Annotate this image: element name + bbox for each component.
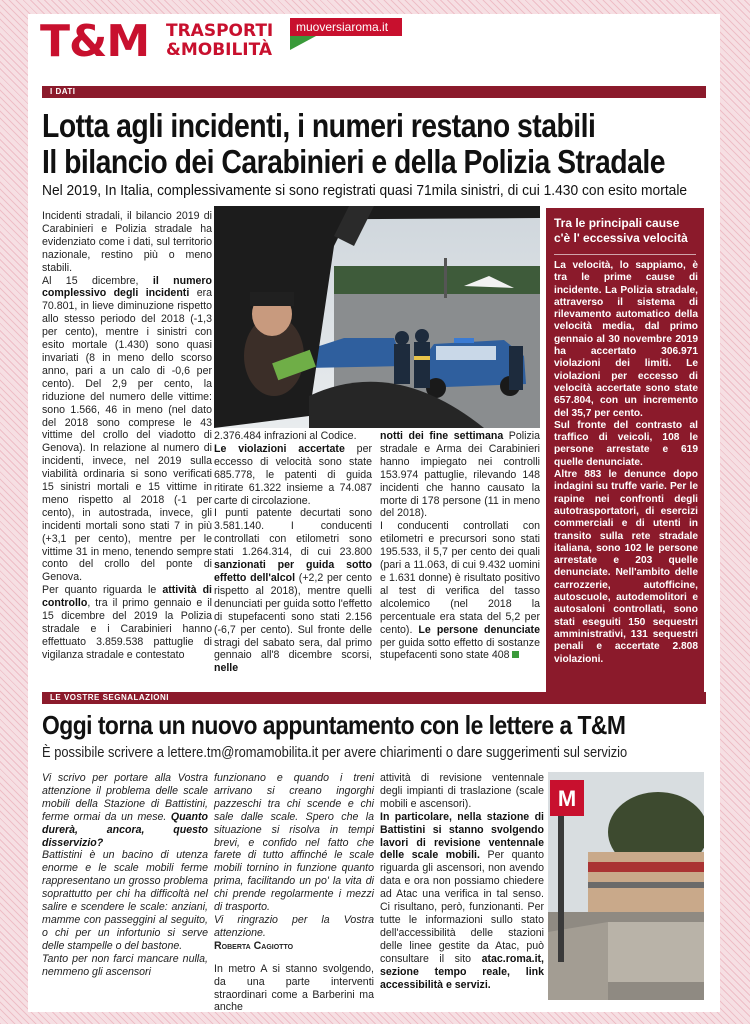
article-column-3	[380, 430, 540, 662]
photo-illustration	[214, 206, 540, 428]
letter-column-1	[42, 772, 208, 979]
sidebar-paragraph: La velocità, lo sappiamo, è tra le prime cause di incidente. La Polizia stradale, attraverso il sistema di rilevamento automatico della velocità media, dal primo gennaio al 30 novembre 2019 ha accertato 306.971 violazioni dei limiti. Le violazioni per eccesso di velocità accertate sono state 657.804, con un incremento del 35,7 per cento.	[554, 260, 698, 419]
photo-illustration	[548, 772, 704, 1000]
letter-signature: Roberta Cagiotto	[214, 939, 294, 952]
paragraph: funzionano e quando i treni arrivano si creano ingorghi pazzeschi tra chi scende e chi sale dalle scale. Spero che la situazione si risolva in tempi brevi, e confido nel fatto che farete di tutto affinché le scale mobili tornino in funzione quanto prima, facilitando un po' la vita di chi prende regolarmente i mezzi di trasporto.	[214, 772, 374, 914]
article-column-1	[42, 210, 212, 662]
article-deck: Nel 2019, In Italia, complessivamente si sono registrati quasi 71mila sinistri, di cui 1.430 con esito mortale	[42, 182, 688, 199]
paragraph: Per quanto riguarda le attività di controllo, tra il primo gennaio e il 15 dicembre del 2019 la Polizia stradale e i Carabinieri hanno effettuato 3.859.538 pattuglie di vigilanza stradale e contestato	[42, 584, 212, 661]
paragraph: attività di revisione ventennale degli impianti di traslazione (scale mobili e ascensori).	[380, 772, 544, 810]
paragraph: Le violazioni accertate per eccesso di velocità sono state 685.778, le patenti di guida ritirate 61.322 insieme a 74.087 carte di circolazione.	[214, 442, 372, 507]
paragraph: 2.376.484 infrazioni al Codice.	[214, 430, 357, 442]
article-title-line-1: Lotta agli incidenti, i numeri restano stabili	[42, 107, 596, 144]
police-checkpoint-photo	[214, 206, 540, 428]
paragraph: I conducenti controllati con etilometri e precursori sono stati 195.533, il 5,7 per cento dei quali (pari a 11.063, di cui 9.432 uomini e 1.631 donne) è risultato positivo al test di verifica del tasso alcolemico (nel 2018 la percentuale era stata del 5,2 per cento). Le persone denunciate per guida sotto effetto di sostanze stupefacenti sono state 408	[380, 520, 540, 662]
sidebar-body	[554, 260, 698, 666]
article-title-line-2: Il bilancio dei Carabinieri e della Polizia Stradale	[42, 143, 665, 180]
atac-link[interactable]: atac.roma.it	[481, 952, 542, 965]
end-of-article-icon	[512, 651, 519, 658]
paragraph: In particolare, nella stazione di Battistini si stanno svolgendo lavori di revisione ventennale delle scale mobili. Per quanto riguarda gli ascensori, non avendo data e ora non possiamo chiedere ad Atac una verifica in tal senso. Ci risultano, però, funzionanti. Per tutte le informazioni sullo stato dell'accessibilità delle stazioni delle linee gestite da Atac, può consultare il sito atac.roma.it, sezione tempo reale, link accessibilità e servizi.	[380, 810, 544, 991]
article-column-2	[214, 430, 372, 675]
site-link[interactable]: muoversiaroma.it	[290, 18, 402, 36]
paragraph: Incidenti stradali, il bilancio 2019 di Carabinieri e Polizia stradale ha evidenziato come i dati, sul territorio nazionale, restino più o meno stabili.	[42, 210, 212, 274]
paragraph: Al 15 dicembre, il numero complessivo degli incidenti era 70.801, in lieve diminuzione rispetto allo stesso periodo del 2018 (-1,3 per cento), mentre i sinistri con esito mortale (1.430) sono quasi invariati (8 in meno dello scorso anno, pari a un calo di -0,6 per cento). Del 2,9 per cento, la riduzione del numero delle vittime: sono 1.566, 46 in meno (nel dato del 2018 sono comprese le 43 vittime del crollo del viadotto di Genova). In relazione al numero di incidenti, invece, nel 2019 sulla viabilità ordinaria si sono verificati 15 sinistri mortali e 15 vittime in meno rispetto al 2018 (-1 per cento), in autostrada, invece, gli incidenti mortali sono stati 7 in più (+3,1 per cento), mentre per le vittime 31 in meno, tenendo sempre conto del crollo del ponte di Genova.	[42, 274, 212, 584]
paragraph: In metro A si stanno svolgendo, da una parte interventi straordinari come a Barberini ma anche	[214, 962, 374, 1014]
logo-line-1: TRASPORTI	[166, 21, 274, 41]
paragraph: Tanto per non farci mancare nulla, nemmeno gli ascensori	[42, 952, 208, 978]
logo-subtitle	[166, 22, 273, 60]
sidebar-box	[546, 208, 704, 696]
paragraph: Battistini è un bacino di utenza enorme e le scale mobili ferme rappresentano un grosso problema soprattutto per chi ha difficoltà nel salire e scendere le scale: anziani, mamme con passeggini al seguito, o chi per un infortunio si serve delle stampelle o del bastone.	[42, 849, 208, 952]
logo-line-2: &MOBILITÀ	[166, 40, 273, 60]
section-label: I DATI	[42, 86, 706, 98]
logo-tm: T&M	[40, 16, 150, 67]
paragraph: Vi scrivo per portare alla Vostra attenzione il problema delle scale mobili della Stazione di Battistini, ferme ormai da un mese. Quanto durerà, ancora, questo disservizio?	[42, 772, 208, 849]
site-flag-decoration	[290, 36, 316, 50]
page-header	[28, 14, 720, 76]
letter-column-2	[214, 772, 374, 1014]
paragraph: Vi ringrazio per la Vostra attenzione.	[214, 913, 374, 939]
sidebar-divider	[554, 254, 696, 255]
paragraph: I punti patente decurtati sono 3.581.140. I conducenti controllati con etilometri sono stati 1.264.314, di cui 23.800 sanzionati per guida sotto effetto dell'alcol (+2,2 per cento rispetto al 2018), mentre quelli denunciati per guida sotto l'effetto di stupefacenti sono stati 2.156 (-6,7 per cento). Sul fronte delle stragi del sabato sera, dal primo gennaio all'8 dicembre scorsi, nelle	[214, 507, 373, 675]
metro-station-photo	[548, 772, 704, 1000]
sidebar-paragraph: Altre 883 le denunce dopo indagini su truffe varie. Per le rapine nei confronti degli autotrasportatori, di esercizi commerciali e di utenti in transito sulla rete stradale italiana, sono 102 le persone arrestate e 203 quelle denunciate. Nell'ambito delle carrozzerie, autofficine, autoscuole, autodemolitori e autosaloni controllati, sono stati eseguiti 150 sequestri amministrativi, 131 sequestri penali e accertate 2.808 violazioni.	[554, 469, 698, 665]
paragraph: notti dei fine settimana Polizia stradale e Arma dei Carabinieri hanno impiegato nei controlli 153.974 pattuglie, rilevando 148 incidenti che hanno causato la morte di 178 persone (11 in meno del 2018).	[380, 430, 541, 520]
reply-column	[380, 772, 544, 991]
sidebar-paragraph: Sul fronte del contrasto al traffico di veicoli, 108 le persone arrestate e 619 quelle denunciate.	[554, 419, 698, 468]
metro-sign-letter: M	[557, 786, 577, 811]
article-2-deck: È possibile scrivere a lettere.tm@romamobilita.it per avere chiarimenti o dare suggerimenti sul servizio	[42, 744, 628, 761]
sidebar-title: Tra le principali cause c'è l' eccessiva velocità	[554, 216, 688, 245]
article-2-title: Oggi torna un nuovo appuntamento con le lettere a T&M	[42, 710, 626, 740]
section-label-2: LE VOSTRE SEGNALAZIONI	[42, 692, 706, 704]
magazine-page	[28, 14, 720, 1012]
